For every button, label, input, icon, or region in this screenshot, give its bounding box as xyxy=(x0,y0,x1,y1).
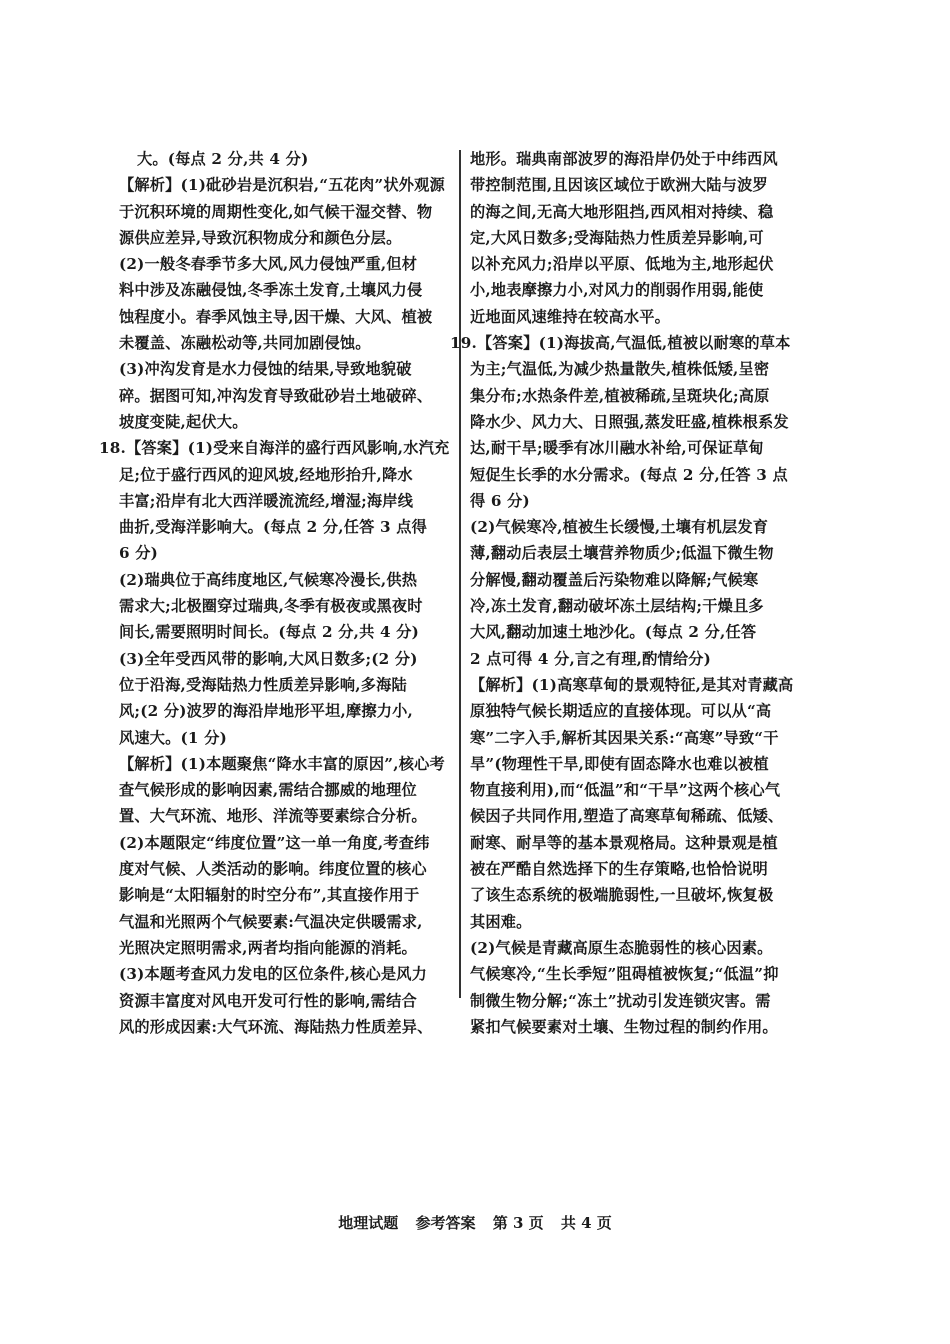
footer-page-number: 第 3 页 xyxy=(492,1214,544,1232)
right-column xyxy=(450,146,806,1040)
footer-doc-type: 参考答案 xyxy=(415,1214,476,1232)
text-line: (2)本题限定“纬度位置”这一单一角度,考查纬 xyxy=(119,833,430,852)
text-line: (2)气候寒冷,植被生长缓慢,土壤有机层发育 xyxy=(470,518,769,537)
text-line: 薄,翻动后表层土壤营养物质少;低温下微生物 xyxy=(470,544,774,563)
text-line: 降水少、风力大、日照强,蒸发旺盛,植株根系发 xyxy=(470,412,789,431)
text-line: 需求大;北极圈穿过瑞典,冬季有极夜或黑夜时 xyxy=(119,597,423,616)
text-line: 为主;气温低,为减少热量散失,植株低矮,呈密 xyxy=(470,360,770,379)
text-line: 制微生物分解;“冻土”扰动引发连锁灾害。需 xyxy=(470,991,771,1010)
text-line: 料中涉及冻融侵蚀,冬季冻土发育,土壤风力侵 xyxy=(119,281,423,300)
text-line: 足;位于盛行西风的迎风坡,经地形抬升,降水 xyxy=(119,465,413,484)
text-line: 大风,翻动加速土地沙化。(每点 2 分,任答 xyxy=(470,623,757,642)
text-line: 光照决定照明需求,两者均指向能源的消耗。 xyxy=(119,938,417,957)
text-line: 蚀程度小。春季风蚀主导,因干燥、大风、植被 xyxy=(119,307,433,326)
left-column xyxy=(99,146,449,1040)
text-line: 于沉积环境的周期性变化,如气候干湿交替、物 xyxy=(119,202,433,221)
text-line: 源供应差异,导致沉积物成分和颜色分层。 xyxy=(119,228,402,247)
text-line: 风;(2 分)波罗的海沿岸地形平坦,摩擦力小, xyxy=(119,702,414,721)
text-line: 小,地表摩擦力小,对风力的削弱作用弱,能使 xyxy=(470,281,764,300)
text-line: 候因子共同作用,塑造了高寒草甸稀疏、低矮、 xyxy=(470,807,784,826)
text-line: (3)本题考查风力发电的区位条件,核心是风力 xyxy=(119,965,428,984)
footer-subject: 地理试题 xyxy=(338,1214,399,1232)
text-line: 碎。据图可知,冲沟发育导致砒砂岩土地破碎、 xyxy=(119,386,433,405)
text-line: 度对气候、人类活动的影响。纬度位置的核心 xyxy=(119,860,427,879)
page-footer xyxy=(0,1212,950,1233)
text-line: 影响是“太阳辐射的时空分布”,其直接作用于 xyxy=(119,886,420,905)
text-line: (3)冲沟发育是水力侵蚀的结果,导致地貌破 xyxy=(119,360,412,379)
text-line: 其困难。 xyxy=(470,912,532,931)
text-line: 了该生态系统的极端脆弱性,一旦破坏,恢复极 xyxy=(470,886,774,905)
text-line: 带控制范围,且因该区域位于欧洲大陆与波罗 xyxy=(470,176,768,195)
text-line: 【解析】(1)高寒草甸的景观特征,是其对青藏高 xyxy=(470,675,794,694)
text-line: 耐寒、耐旱等的基本景观格局。这种景观是植 xyxy=(470,833,778,852)
text-line: 未覆盖、冻融松动等,共同加剧侵蚀。 xyxy=(119,334,371,353)
text-line: 近地面风速维持在较高水平。 xyxy=(470,307,671,326)
text-line: (2)一般冬春季节多大风,风力侵蚀严重,但材 xyxy=(119,255,418,274)
text-line: 【解析】(1)砒砂岩是沉积岩,“五花肉”状外观源 xyxy=(119,176,445,195)
text-line: 【解析】(1)本题聚焦“降水丰富的原因”,核心考 xyxy=(119,754,445,773)
text-line: 查气候形成的影响因素,需结合挪威的地理位 xyxy=(119,781,417,800)
text-line: 物直接利用),而“低温”和“干旱”这两个核心气 xyxy=(470,781,781,800)
text-line: 18.【答案】(1)受来自海洋的盛行西风影响,水汽充 xyxy=(99,439,449,458)
text-line: 坡度变陡,起伏大。 xyxy=(119,412,248,431)
text-line: 被在严酷自然选择下的生存策略,也恰恰说明 xyxy=(470,860,768,879)
text-line: 定,大风日数多;受海陆热力性质差异影响,可 xyxy=(470,228,764,247)
text-line: 原独特气候长期适应的直接体现。可以从“高 xyxy=(470,702,772,721)
text-line: (3)全年受西风带的影响,大风日数多;(2 分) xyxy=(119,649,418,668)
text-line: 寒”二字入手,解析其因果关系:“高寒”导致“干 xyxy=(470,728,779,747)
text-line: 风的形成因素:大气环流、海陆热力性质差异、 xyxy=(119,1017,433,1036)
text-line: 集分布;水热条件差,植被稀疏,呈斑块化;高原 xyxy=(470,386,770,405)
text-line: 冷,冻土发育,翻动破坏冻土层结构;干燥且多 xyxy=(470,597,764,616)
text-line: 旱”(物理性干旱,即使有固态降水也难以被植 xyxy=(470,754,769,773)
text-line: 19.【答案】(1)海拔高,气温低,植被以耐寒的草本 xyxy=(450,334,791,353)
text-line: 分解慢,翻动覆盖后污染物难以降解;气候寒 xyxy=(470,570,759,589)
text-line: 气温和光照两个气候要素:气温决定供暖需求, xyxy=(119,912,423,931)
text-line: 风速大。(1 分) xyxy=(119,728,227,747)
text-line: 资源丰富度对风电开发可行性的影响,需结合 xyxy=(119,991,417,1010)
text-line: 丰富;沿岸有北大西洋暖流流经,增湿;海岸线 xyxy=(119,491,414,510)
text-line: 紧扣气候要素对土壤、生物过程的制约作用。 xyxy=(470,1017,778,1036)
text-line: 间长,需要照明时间长。(每点 2 分,共 4 分) xyxy=(119,623,420,642)
text-line: 气候寒冷,“生长季短”阻碍植被恢复;“低温”抑 xyxy=(470,965,779,984)
text-line: 曲折,受海洋影响大。(每点 2 分,任答 3 点得 xyxy=(119,518,428,537)
text-line: 地形。瑞典南部波罗的海沿岸仍处于中纬西风 xyxy=(470,150,778,168)
text-line: 达,耐干旱;暖季有冰川融水补给,可保证草甸 xyxy=(470,439,764,458)
text-line: 2 点可得 4 分,言之有理,酌情给分) xyxy=(470,649,712,668)
text-line: 短促生长季的水分需求。(每点 2 分,任答 3 点 xyxy=(470,465,788,484)
text-line: 6 分) xyxy=(119,544,159,563)
text-line: 以补充风力;沿岸以平原、低地为主,地形起伏 xyxy=(470,255,774,274)
text-line: (2)瑞典位于高纬度地区,气候寒冷漫长,供热 xyxy=(119,570,418,589)
text-line: 位于沿海,受海陆热力性质差异影响,多海陆 xyxy=(119,675,407,694)
text-line: (2)气候是青藏高原生态脆弱性的核心因素。 xyxy=(470,938,773,957)
column-divider xyxy=(459,150,461,998)
text-line: 得 6 分) xyxy=(470,491,530,510)
footer-total-pages: 共 4 页 xyxy=(560,1214,612,1232)
text-line: 的海之间,无高大地形阻挡,西风相对持续、稳 xyxy=(470,202,774,221)
text-line: 大。(每点 2 分,共 4 分) xyxy=(137,150,309,168)
text-line: 置、大气环流、地形、洋流等要素综合分析。 xyxy=(119,807,427,826)
